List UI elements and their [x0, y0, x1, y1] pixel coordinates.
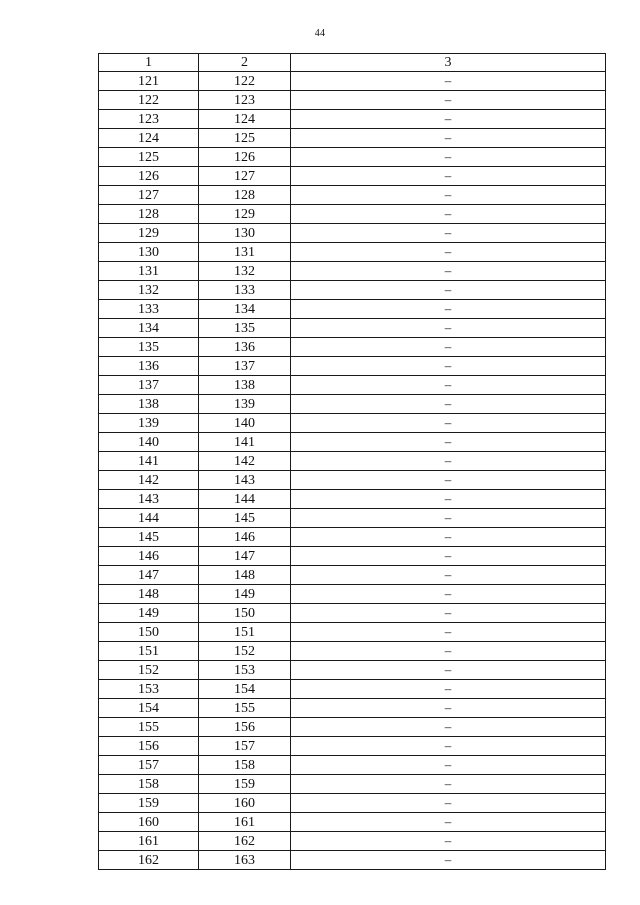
table-cell-col2: 156	[199, 718, 291, 737]
data-table	[98, 53, 606, 870]
table-cell-col2: 135	[199, 319, 291, 338]
table-row	[99, 528, 606, 547]
table-cell-col1: 127	[99, 186, 199, 205]
table-cell-col2: 151	[199, 623, 291, 642]
table-cell-col2: 122	[199, 72, 291, 91]
table-cell-col3	[291, 509, 606, 528]
table-cell-col1: 143	[99, 490, 199, 509]
column-header-3: 3	[291, 54, 606, 72]
dash-value: –	[444, 491, 452, 506]
table-cell-col1: 147	[99, 566, 199, 585]
table-cell-col3	[291, 547, 606, 566]
dash-value: –	[444, 244, 452, 259]
dash-value: –	[444, 301, 452, 316]
dash-value: –	[444, 529, 452, 544]
table-cell-col2: 127	[199, 167, 291, 186]
dash-value: –	[444, 225, 452, 240]
dash-value: –	[444, 757, 452, 772]
table-row	[99, 718, 606, 737]
table-cell-col3	[291, 756, 606, 775]
table-cell-col1: 153	[99, 680, 199, 699]
table-cell-col2: 139	[199, 395, 291, 414]
table-cell-col1: 121	[99, 72, 199, 91]
table-cell-col2: 153	[199, 661, 291, 680]
table-cell-col1: 135	[99, 338, 199, 357]
table-cell-col3	[291, 433, 606, 452]
dash-value: –	[444, 776, 452, 791]
table-cell-col3	[291, 72, 606, 91]
table-cell-col1: 123	[99, 110, 199, 129]
table-cell-col3	[291, 357, 606, 376]
table-cell-col3	[291, 851, 606, 870]
table-row	[99, 110, 606, 129]
table-cell-col2: 149	[199, 585, 291, 604]
table-cell-col3	[291, 452, 606, 471]
table-cell-col2: 130	[199, 224, 291, 243]
header-row	[99, 54, 606, 72]
table-cell-col1: 134	[99, 319, 199, 338]
table-cell-col3	[291, 91, 606, 110]
table-row	[99, 319, 606, 338]
table-cell-col3	[291, 642, 606, 661]
table-cell-col1: 154	[99, 699, 199, 718]
table-cell-col1: 122	[99, 91, 199, 110]
table-cell-col2: 137	[199, 357, 291, 376]
table-row	[99, 756, 606, 775]
table-cell-col2: 157	[199, 737, 291, 756]
table-cell-col3	[291, 224, 606, 243]
table-cell-col3	[291, 395, 606, 414]
table-cell-col2: 159	[199, 775, 291, 794]
column-header-1: 1	[99, 54, 199, 72]
table-row	[99, 585, 606, 604]
dash-value: –	[444, 833, 452, 848]
table-cell-col1: 137	[99, 376, 199, 395]
table-row	[99, 72, 606, 91]
table-cell-col3	[291, 129, 606, 148]
table-cell-col2: 133	[199, 281, 291, 300]
table-cell-col1: 139	[99, 414, 199, 433]
dash-value: –	[444, 263, 452, 278]
table-cell-col2: 148	[199, 566, 291, 585]
table-cell-col1: 136	[99, 357, 199, 376]
table-row	[99, 91, 606, 110]
dash-value: –	[444, 738, 452, 753]
dash-value: –	[444, 92, 452, 107]
table-cell-col1: 151	[99, 642, 199, 661]
dash-value: –	[444, 548, 452, 563]
table-row	[99, 490, 606, 509]
table-row	[99, 414, 606, 433]
table-cell-col2: 138	[199, 376, 291, 395]
table-row	[99, 433, 606, 452]
table-cell-col1: 140	[99, 433, 199, 452]
table-cell-col1: 159	[99, 794, 199, 813]
table-cell-col3	[291, 794, 606, 813]
table-cell-col3	[291, 281, 606, 300]
page-number: 44	[314, 28, 326, 39]
table-row	[99, 775, 606, 794]
table-cell-col2: 163	[199, 851, 291, 870]
table-row	[99, 395, 606, 414]
table-cell-col3	[291, 414, 606, 433]
table-cell-col1: 145	[99, 528, 199, 547]
dash-value: –	[444, 396, 452, 411]
table-row	[99, 281, 606, 300]
table-cell-col3	[291, 737, 606, 756]
table-row	[99, 566, 606, 585]
dash-value: –	[444, 700, 452, 715]
dash-value: –	[444, 187, 452, 202]
dash-value: –	[444, 624, 452, 639]
table-row	[99, 471, 606, 490]
table-row	[99, 509, 606, 528]
dash-value: –	[444, 719, 452, 734]
dash-value: –	[444, 472, 452, 487]
table-cell-col2: 128	[199, 186, 291, 205]
table-cell-col1: 128	[99, 205, 199, 224]
table-cell-col1: 142	[99, 471, 199, 490]
table-cell-col1: 162	[99, 851, 199, 870]
table-cell-col1: 150	[99, 623, 199, 642]
table-row	[99, 262, 606, 281]
table-cell-col3	[291, 680, 606, 699]
table-row	[99, 699, 606, 718]
table-cell-col1: 156	[99, 737, 199, 756]
table-cell-col2: 136	[199, 338, 291, 357]
table-row	[99, 300, 606, 319]
table-cell-col2: 158	[199, 756, 291, 775]
table-cell-col1: 146	[99, 547, 199, 566]
table-row	[99, 224, 606, 243]
table-row	[99, 452, 606, 471]
table-cell-col3	[291, 813, 606, 832]
table-cell-col1: 130	[99, 243, 199, 262]
table-cell-col3	[291, 148, 606, 167]
dash-value: –	[444, 453, 452, 468]
table-cell-col3	[291, 604, 606, 623]
table-cell-col2: 162	[199, 832, 291, 851]
table-cell-col3	[291, 376, 606, 395]
table-row	[99, 243, 606, 262]
table-row	[99, 148, 606, 167]
table-cell-col2: 131	[199, 243, 291, 262]
table-cell-col3	[291, 528, 606, 547]
table-cell-col2: 146	[199, 528, 291, 547]
table-row	[99, 642, 606, 661]
table-cell-col1: 144	[99, 509, 199, 528]
table-cell-col1: 126	[99, 167, 199, 186]
dash-value: –	[444, 358, 452, 373]
table-cell-col2: 150	[199, 604, 291, 623]
table-header	[99, 54, 606, 72]
table-cell-col1: 161	[99, 832, 199, 851]
table-cell-col1: 125	[99, 148, 199, 167]
table-row	[99, 832, 606, 851]
table-cell-col2: 140	[199, 414, 291, 433]
table-cell-col1: 133	[99, 300, 199, 319]
table-row	[99, 813, 606, 832]
table-body	[99, 72, 606, 870]
table-cell-col3	[291, 718, 606, 737]
table-cell-col1: 141	[99, 452, 199, 471]
table-cell-col1: 131	[99, 262, 199, 281]
table-cell-col2: 160	[199, 794, 291, 813]
table-cell-col1: 158	[99, 775, 199, 794]
table-cell-col1: 129	[99, 224, 199, 243]
dash-value: –	[444, 130, 452, 145]
table-cell-col2: 129	[199, 205, 291, 224]
dash-value: –	[444, 567, 452, 582]
table-cell-col3	[291, 186, 606, 205]
table-cell-col2: 125	[199, 129, 291, 148]
table-cell-col1: 124	[99, 129, 199, 148]
table-cell-col1: 138	[99, 395, 199, 414]
table-cell-col3	[291, 243, 606, 262]
table-cell-col2: 124	[199, 110, 291, 129]
table-cell-col3	[291, 623, 606, 642]
table-cell-col2: 132	[199, 262, 291, 281]
dash-value: –	[444, 643, 452, 658]
dash-value: –	[444, 168, 452, 183]
dash-value: –	[444, 852, 452, 867]
dash-value: –	[444, 586, 452, 601]
dash-value: –	[444, 73, 452, 88]
table-cell-col3	[291, 471, 606, 490]
table-row	[99, 376, 606, 395]
column-header-2: 2	[199, 54, 291, 72]
table-row	[99, 604, 606, 623]
table-row	[99, 186, 606, 205]
table-cell-col2: 155	[199, 699, 291, 718]
table-row	[99, 794, 606, 813]
table-row	[99, 661, 606, 680]
table-cell-col3	[291, 699, 606, 718]
table-row	[99, 737, 606, 756]
table-cell-col3	[291, 205, 606, 224]
table-cell-col2: 154	[199, 680, 291, 699]
table-cell-col1: 132	[99, 281, 199, 300]
table-cell-col3	[291, 775, 606, 794]
table-cell-col2: 144	[199, 490, 291, 509]
table-cell-col1: 160	[99, 813, 199, 832]
table-cell-col3	[291, 167, 606, 186]
table-cell-col2: 147	[199, 547, 291, 566]
table-cell-col1: 152	[99, 661, 199, 680]
table-row	[99, 680, 606, 699]
dash-value: –	[444, 605, 452, 620]
table-cell-col3	[291, 319, 606, 338]
table-cell-col3	[291, 338, 606, 357]
table-cell-col3	[291, 262, 606, 281]
table-cell-col2: 141	[199, 433, 291, 452]
table-row	[99, 547, 606, 566]
table-cell-col2: 143	[199, 471, 291, 490]
table-cell-col2: 134	[199, 300, 291, 319]
dash-value: –	[444, 662, 452, 677]
table-cell-col3	[291, 832, 606, 851]
dash-value: –	[444, 320, 452, 335]
dash-value: –	[444, 206, 452, 221]
table-cell-col3	[291, 300, 606, 319]
table-cell-col3	[291, 661, 606, 680]
table-cell-col2: 152	[199, 642, 291, 661]
table-row	[99, 357, 606, 376]
table-cell-col1: 148	[99, 585, 199, 604]
table-cell-col2: 142	[199, 452, 291, 471]
table-row	[99, 167, 606, 186]
dash-value: –	[444, 282, 452, 297]
dash-value: –	[444, 795, 452, 810]
dash-value: –	[444, 814, 452, 829]
table-cell-col2: 145	[199, 509, 291, 528]
table-cell-col1: 155	[99, 718, 199, 737]
table-cell-col3	[291, 566, 606, 585]
dash-value: –	[444, 377, 452, 392]
table-row	[99, 205, 606, 224]
dash-value: –	[444, 681, 452, 696]
table-cell-col2: 161	[199, 813, 291, 832]
table-row	[99, 338, 606, 357]
dash-value: –	[444, 111, 452, 126]
table-cell-col1: 157	[99, 756, 199, 775]
dash-value: –	[444, 510, 452, 525]
table-cell-col2: 123	[199, 91, 291, 110]
dash-value: –	[444, 149, 452, 164]
table-row	[99, 851, 606, 870]
dash-value: –	[444, 339, 452, 354]
dash-value: –	[444, 434, 452, 449]
table-cell-col3	[291, 490, 606, 509]
table-row	[99, 129, 606, 148]
table-cell-col3	[291, 110, 606, 129]
table-cell-col3	[291, 585, 606, 604]
table-row	[99, 623, 606, 642]
dash-value: –	[444, 415, 452, 430]
table-cell-col1: 149	[99, 604, 199, 623]
table-cell-col2: 126	[199, 148, 291, 167]
